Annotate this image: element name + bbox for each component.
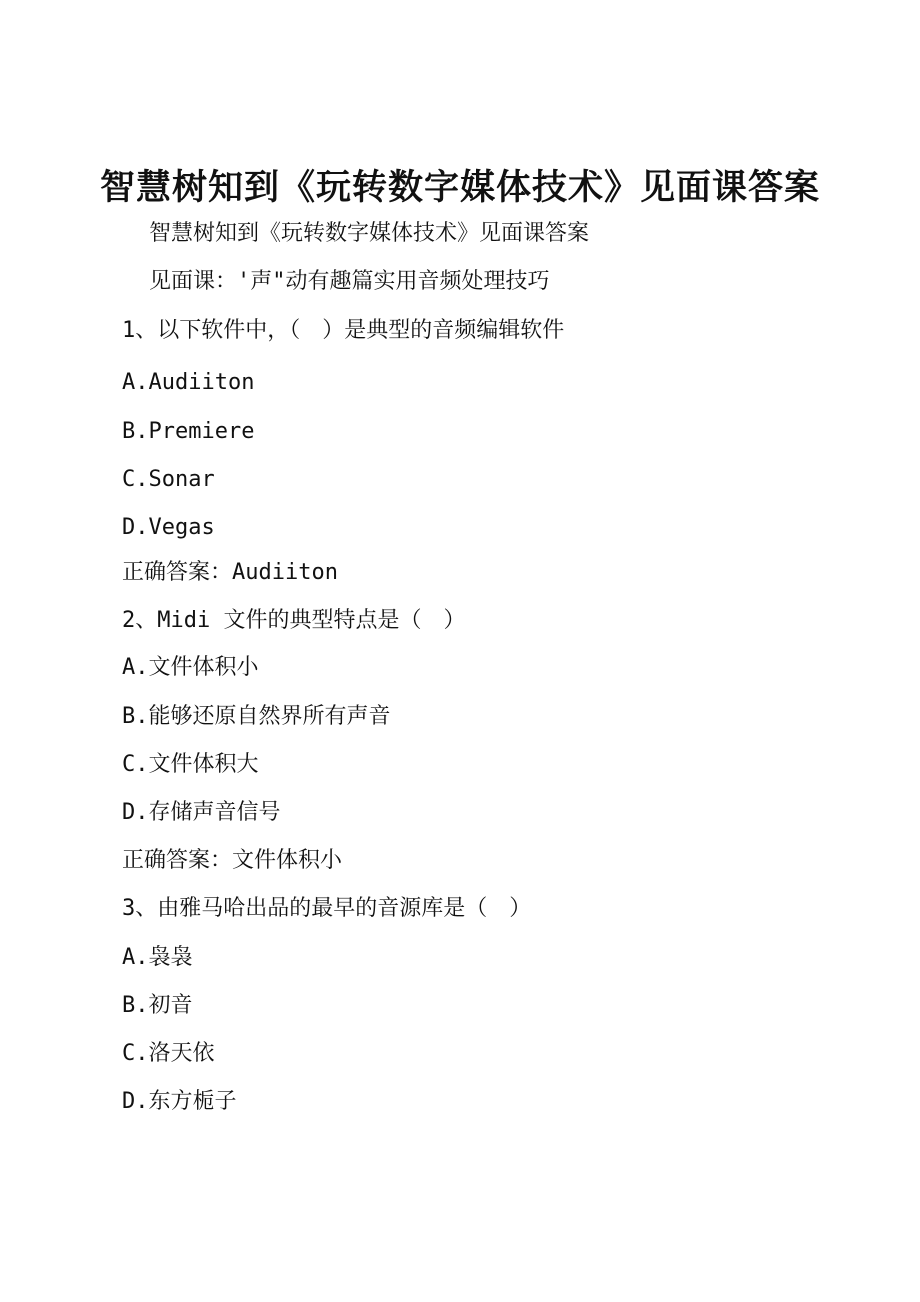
question-1-option-b: B.Premiere [122, 419, 255, 444]
question-1-answer: 正确答案：Audiiton [122, 560, 338, 585]
question-3-option-b: B.初音 [122, 993, 193, 1018]
question-1-option-d: D.Vegas [122, 515, 215, 540]
question-2-stem: 2、Midi 文件的典型特点是（ ） [122, 608, 466, 633]
question-2-option-a: A.文件体积小 [122, 655, 259, 680]
question-3-option-a: A.袅袅 [122, 945, 193, 970]
question-2-option-b: B.能够还原自然界所有声音 [122, 704, 391, 729]
question-2-answer: 正确答案：文件体积小 [122, 848, 343, 873]
document-subtitle: 智慧树知到《玩转数字媒体技术》见面课答案 [149, 221, 590, 246]
question-1-option-a: A.Audiiton [122, 370, 255, 395]
question-2-option-c: C.文件体积大 [122, 752, 259, 777]
question-3-option-c: C.洛天依 [122, 1041, 215, 1066]
question-1-option-c: C.Sonar [122, 467, 215, 492]
document-title: 智慧树知到《玩转数字媒体技术》见面课答案 [99, 167, 820, 208]
question-1-stem: 1、以下软件中，（ ）是典型的音频编辑软件 [122, 318, 565, 343]
question-3-stem: 3、由雅马哈出品的最早的音源库是（ ） [122, 896, 532, 921]
section-heading: 见面课：'声"动有趣篇实用音频处理技巧 [149, 269, 550, 294]
question-3-option-d: D.东方栀子 [122, 1089, 237, 1114]
question-2-option-d: D.存储声音信号 [122, 800, 281, 825]
